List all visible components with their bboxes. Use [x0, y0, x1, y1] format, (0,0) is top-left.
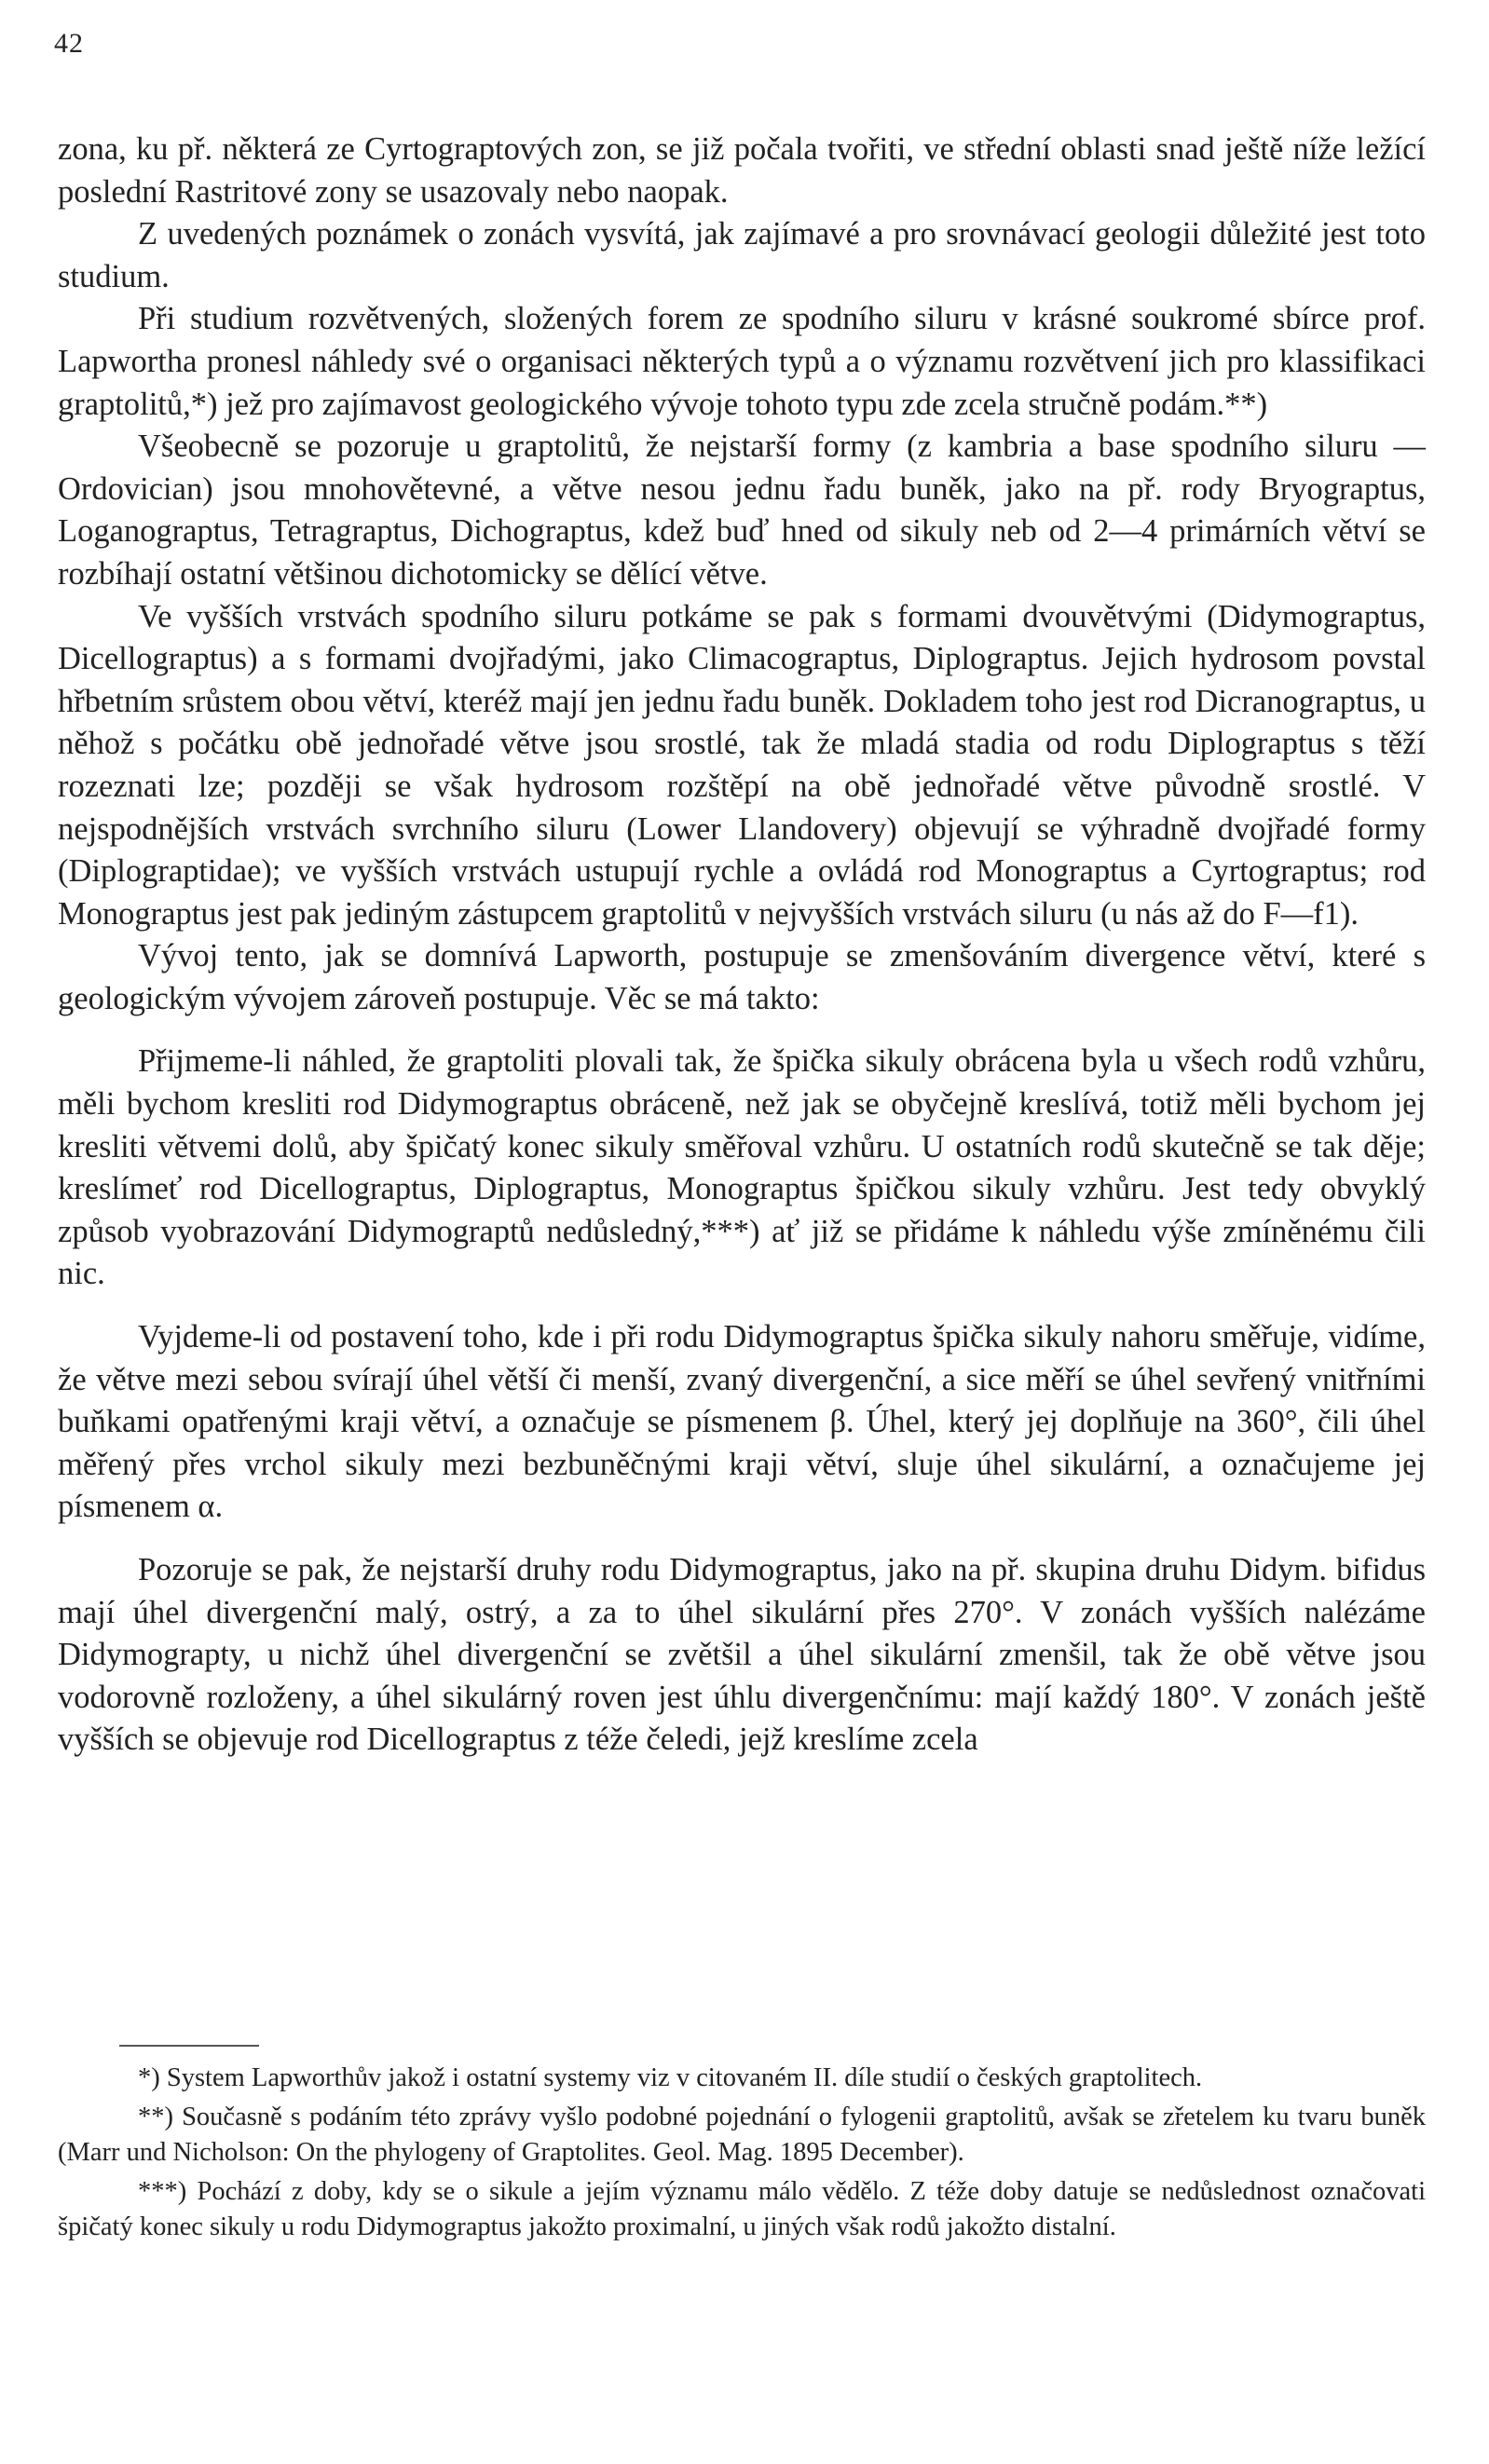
page-number: 42 [54, 28, 84, 59]
footnote: **) Současně s podáním této zprávy vyšlo podobné pojednání o fylogenii graptolitů, avšak se zřetelem ku tvaru buněk (Marr und Nicholson: On the phylogeny of Graptolites. Geol. Mag. 1895 December). [58, 2103, 1426, 2167]
paragraph: Při studium rozvětvených, složených forem ze spodního siluru v krásné soukromé sbírce prof. Lapwortha pronesl náhledy své o organisaci některých typů a o významu rozvětvení jich pro klassifikaci graptolitů,*) jež pro zajímavost geologického vývoje tohoto typu zde zcela stručně podám.**) [58, 301, 1426, 422]
paragraph: Přijmeme-li náhled, že graptoliti plovali tak, že špička sikuly obrácena byla u všech rodů vzhůru, měli bychom kresliti rod Didymograptus obráceně, než jak se obyčejně kreslívá, totiž měli bychom jej kresliti větvemi dolů, aby špičatý konec sikuly směřoval vzhůru. U ostatních rodů skutečně se tak děje; kreslímeť rod Dicellograptus, Diplograptus, Monograptus špičkou sikuly vzhůru. Jest tedy obvyklý způsob vyobrazování Didymograptů nedůsledný,***) ať již se přidáme k náhledu výše zmíněnému čili nic. [58, 1043, 1426, 1292]
footnote: ***) Pochází z doby, kdy se o sikule a jejím významu málo vědělo. Z téže doby datuje se nedůslednost označovati špičatý konec sikuly u rodu Didymograptus jakožto proximalní, u jiných však rodů jakožto distalní. [58, 2177, 1426, 2241]
footnote: *) System Lapworthův jakož i ostatní systemy viz v citovaném II. díle studií o českých graptolitech. [138, 2063, 1203, 2092]
paragraph: zona, ku př. některá ze Cyrtograptových zon, se již počala tvořiti, ve střední oblasti snad ještě níže ležící poslední Rastritové zony se usazovaly nebo naopak. [58, 131, 1426, 210]
paragraph: Vývoj tento, jak se domnívá Lapworth, postupuje se zmenšováním divergence větví, které s geologickým vývojem zároveň postupuje. Věc se má takto: [58, 938, 1426, 1016]
paragraph: Pozoruje se pak, že nejstarší druhy rodu Didymograptus, jako na př. skupina druhu Didym. bifidus mají úhel divergenční malý, ostrý, a za to úhel sikulární přes 270°. V zonách vyšších nalézáme Didymograpty, u nichž úhel divergenční se zvětšil a úhel sikulární zmenšil, tak že obě větve jsou vodorovně rozloženy, a úhel sikulárný roven jest úhlu divergenčnímu: mají každý 180°. V zonách ještě vyšších se objevuje rod Dicellograptus z téže čeledi, jejž kreslíme zcela [58, 1552, 1426, 1758]
paragraph: Všeobecně se pozoruje u graptolitů, že nejstarší formy (z kambria a base spodního siluru — Ordovician) jsou mnohovětevné, a větve nesou jednu řadu buněk, jako na př. rody Bryograptus, Loganograptus, Tetragraptus, Dichograptus, kdež buď hned od sikuly neb od 2—4 primárních větví se rozbíhají ostatní většinou dichotomicky se dělící větve. [58, 429, 1426, 592]
paragraph: Z uvedených poznámek o zonách vysvítá, jak zajímavé a pro srovnávací geologii důležité jest toto studium. [58, 216, 1426, 294]
footnote-divider [119, 2045, 259, 2047]
paragraph: Vyjdeme-li od postavení toho, kde i při rodu Didymograptus špička sikuly nahoru směřuje, vidíme, že větve mezi sebou svírají úhel větší či menší, zvaný divergenční, a sice měří se úhel sevřený vnitřními buňkami opatřenými kraji větví, a označuje se písmenem β. Úhel, který jej doplňuje na 360°, čili úhel měřený přes vrchol sikuly mezi bezbuněčnými kraji větví, sluje úhel sikulární, a označujeme jej písmenem α. [58, 1319, 1426, 1525]
paragraph: Ve vyšších vrstvách spodního siluru potkáme se pak s formami dvouvětvými (Didymograptus, Dicellograptus) a s formami dvojřadými, jako Climacograptus, Diplograptus. Jejich hydrosom povstal hřbetním srůstem obou větví, kteréž mají jen jednu řadu buněk. Dokladem toho jest rod Dicranograptus, u něhož s počátku obě jednořadé větve jsou srostlé, tak že mladá stadia od rodu Diplograptus s těží rozeznati lze; později se však hydrosom rozštěpí na obě jednořadé větve původně srostlé. V nejspodnějších vrstvách svrchního siluru (Lower Llandovery) objevují se výhradně dvojřadé formy (Diplograptidae); ve vyšších vrstvách ustupují rychle a ovládá rod Monograptus a Cyrtograptus; rod Monograptus jest pak jediným zástupcem graptolitů v nejvyšších vrstvách siluru (u nás až do F—f1). [58, 598, 1426, 932]
body-text [58, 129, 1426, 1762]
footnotes [58, 2061, 1426, 2245]
